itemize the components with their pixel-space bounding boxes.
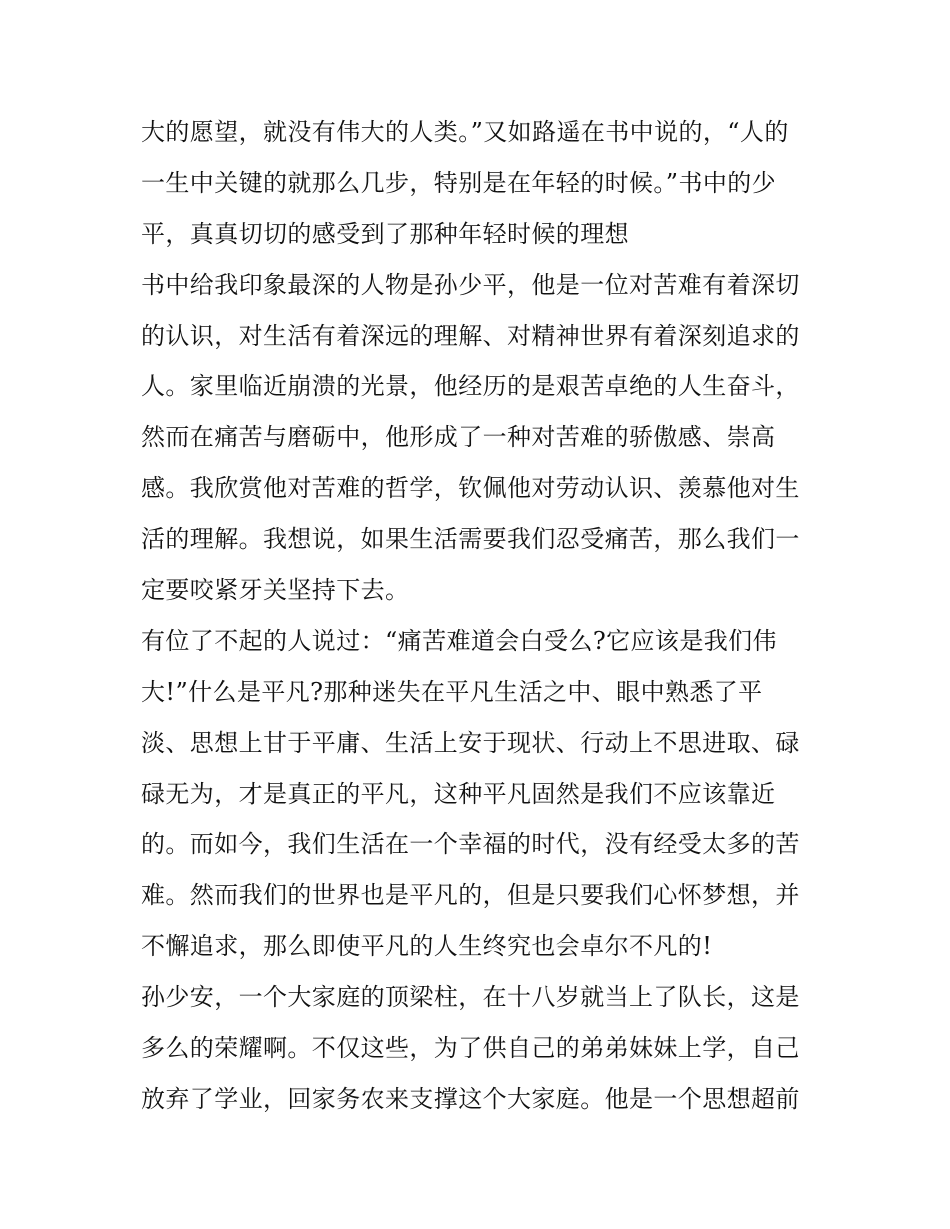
text-line: 难。然而我们的世界也是平凡的，但是只要我们心怀梦想，并 — [141, 881, 800, 910]
text-line: 定要咬紧牙关坚持下去。 — [141, 576, 410, 605]
text-line: 放弃了学业，回家务农来支撑这个大家庭。他是一个思想超前 — [141, 1084, 800, 1113]
text-line: 感。我欣赏他对苦难的哲学，钦佩他对劳动认识、羡慕他对生 — [141, 474, 800, 503]
text-line: 有位了不起的人说过：“痛苦难道会白受么?它应该是我们伟 — [141, 626, 777, 655]
text-line: 孙少安，一个大家庭的顶梁柱，在十八岁就当上了队长，这是 — [141, 983, 800, 1012]
text-line: 不懈追求，那么即使平凡的人生终究也会卓尔不凡的! — [141, 932, 713, 961]
text-line: 碌无为，才是真正的平凡，这种平凡固然是我们不应该靠近 — [141, 779, 776, 808]
text-line: 多么的荣耀啊。不仅这些，为了供自己的弟弟妹妹上学，自己 — [141, 1034, 800, 1063]
text-line: 书中给我印象最深的人物是孙少平，他是一位对苦难有着深切 — [141, 270, 800, 299]
text-line: 人。家里临近崩溃的光景，他经历的是艰苦卓绝的人生奋斗， — [141, 372, 800, 401]
text-line: 大的愿望，就没有伟大的人类。”又如路遥在书中说的，“人的 — [141, 118, 789, 146]
text-line: 活的理解。我想说，如果生活需要我们忍受痛苦，那么我们一 — [141, 525, 800, 554]
text-line: 然而在痛苦与磨砺中，他形成了一种对苦难的骄傲感、崇高 — [141, 423, 776, 452]
text-line: 淡、思想上甘于平庸、生活上安于现状、行动上不思进取、碌 — [141, 728, 800, 757]
text-line: 的。而如今，我们生活在一个幸福的时代，没有经受太多的苦 — [141, 830, 800, 859]
document-body — [141, 107, 821, 1125]
text-line: 的认识，对生活有着深远的理解、对精神世界有着深刻追求的 — [141, 321, 800, 350]
text-line: 一生中关键的就那么几步，特别是在年轻的时候。”书中的少 — [141, 168, 777, 197]
text-line: 大!”什么是平凡?那种迷失在平凡生活之中、眼中熟悉了平 — [141, 677, 763, 706]
text-line: 平，真真切切的感受到了那种年轻时候的理想 — [141, 219, 629, 248]
